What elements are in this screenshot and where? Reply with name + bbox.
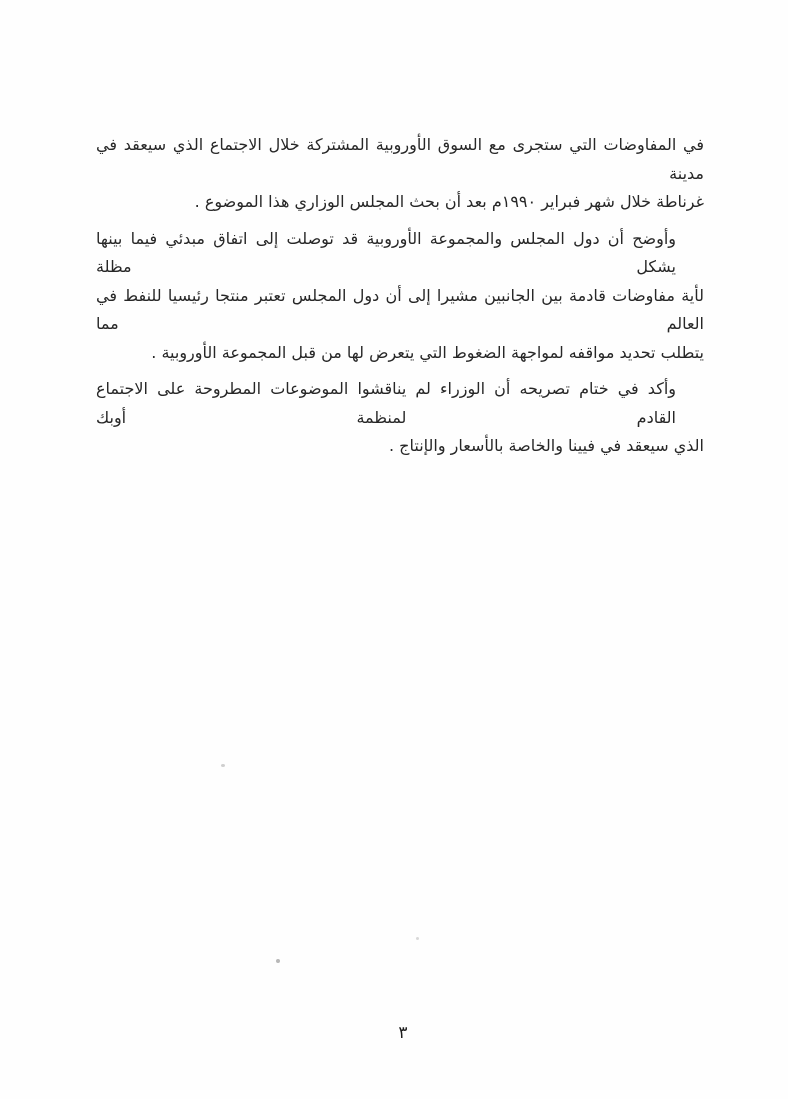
page-number: ٣ [398,1023,408,1043]
text-line: لأية مفاوضات قادمة بين الجانبين مشيرا إلى أن دول المجلس تعتبر منتجا رئيسيا للنفط في العالم مما [96,285,704,333]
scan-speck [221,764,225,767]
body-text-block [96,131,704,469]
paragraph [96,375,704,461]
text-line: غرناطة خلال شهر فبراير ١٩٩٠م بعد أن بحث المجلس الوزاري هذا الموضوع . [194,192,704,211]
text-line: وأكد في ختام تصريحه أن الوزراء لم يناقشوا الموضوعات المطروحة على الاجتماع القادم لمنظمة أوبك [96,379,676,427]
text-line: في المفاوضات التي ستجرى مع السوق الأوروبية المشتركة خلال الاجتماع الذي سيعقد في مدينة [96,135,704,183]
paragraph [96,131,704,217]
text-line: وأوضح أن دول المجلس والمجموعة الأوروبية قد توصلت إلى اتفاق مبدئي فيما بينها يشكل مظلة [96,228,676,276]
scan-speck [276,959,280,963]
text-line: يتطلب تحديد مواقفه لمواجهة الضغوط التي يتعرض لها من قبل المجموعة الأوروبية . [151,342,704,362]
paragraph [96,225,704,368]
text-line: الذي سيعقد في فيينا والخاصة بالأسعار والإنتاج . [389,436,704,455]
scan-speck [416,937,419,940]
